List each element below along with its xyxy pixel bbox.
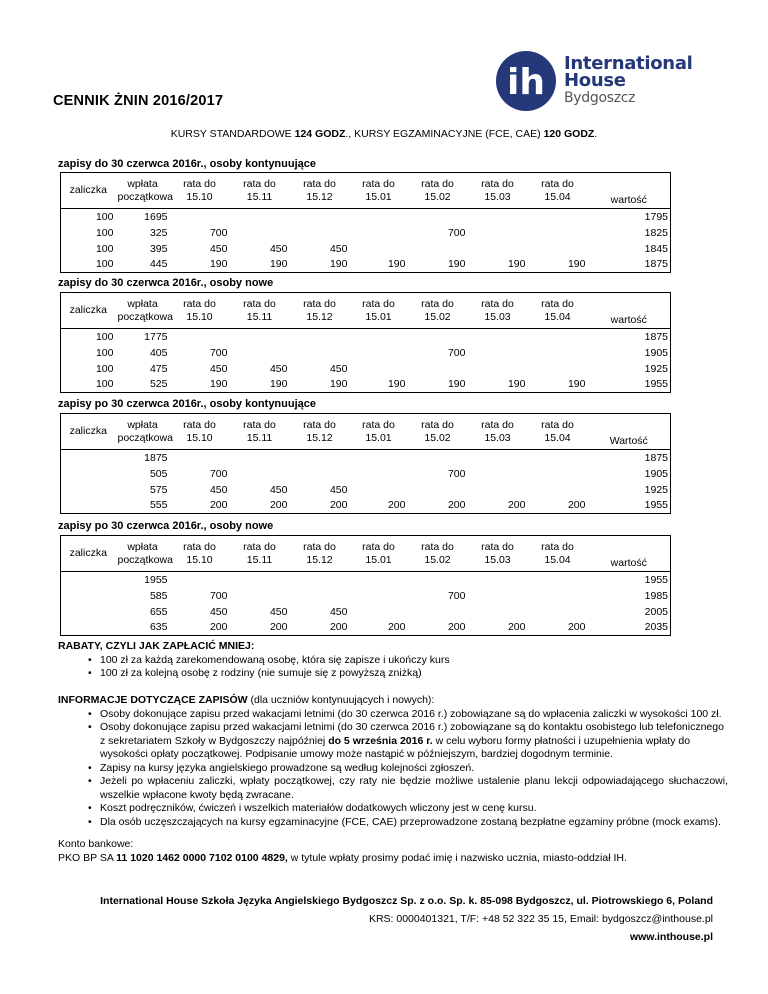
table-cell: [528, 450, 588, 466]
column-header: wpłata początkowa: [116, 293, 170, 329]
table-cell: [408, 361, 468, 377]
table-cell: 200: [447, 499, 466, 512]
column-header: rata do 15.12: [290, 173, 350, 209]
table-cell: [230, 225, 290, 241]
table-row: [61, 361, 671, 377]
table-cell: [350, 209, 408, 225]
column-header: rata do 15.02: [408, 173, 468, 209]
table-cell: 2005: [644, 605, 668, 618]
table-cell: 700: [209, 589, 228, 602]
table-cell: [61, 482, 116, 498]
table-cell: [350, 588, 408, 604]
table-cell: [350, 241, 408, 257]
table-cell: 200: [447, 621, 466, 634]
table-cell: [528, 345, 588, 361]
column-header: rata do 15.04: [528, 414, 588, 450]
table-cell: 1905: [644, 346, 668, 359]
table-cell: 190: [507, 258, 526, 271]
table-cell: 1955: [144, 573, 168, 586]
table-cell: 700: [447, 467, 466, 480]
column-header: wpłata początkowa: [116, 536, 170, 572]
table-cell: 1825: [644, 226, 668, 239]
column-header: rata do 15.03: [468, 173, 528, 209]
table-cell: 200: [507, 621, 526, 634]
table-cell: 450: [329, 362, 348, 375]
column-header: rata do 15.11: [230, 414, 290, 450]
table-cell: [61, 498, 116, 514]
table-row: [61, 241, 671, 257]
table-cell: [350, 482, 408, 498]
section-title: zapisy po 30 czerwca 2016r., osoby nowe: [58, 520, 274, 532]
table-row: [61, 377, 671, 393]
logo-mark: ih: [507, 62, 545, 103]
section-title: zapisy do 30 czerwca 2016r., osoby kontynuujące: [58, 158, 317, 170]
table-cell: [61, 466, 116, 482]
table-cell: 555: [149, 499, 168, 512]
table-cell: [230, 345, 290, 361]
table-cell: [468, 450, 528, 466]
column-header: wartość: [588, 536, 671, 572]
table-cell: [468, 329, 528, 345]
ih-logo-icon: [492, 50, 562, 112]
table-row: [61, 209, 671, 225]
column-header: rata do 15.01: [350, 173, 408, 209]
column-header: rata do 15.01: [350, 414, 408, 450]
table-header-row: [61, 173, 671, 209]
table-cell: 200: [507, 499, 526, 512]
table-cell: 505: [149, 467, 168, 480]
table-cell: 655: [149, 605, 168, 618]
table-cell: 100: [95, 258, 114, 271]
table-cell: 100: [95, 242, 114, 255]
column-header: rata do 15.03: [468, 536, 528, 572]
table-cell: 405: [149, 346, 168, 359]
table-cell: 1875: [644, 330, 668, 343]
info-item: • Zapisy na kursy języka angielskiego prowadzone są według kolejności zgłoszeń.: [88, 762, 728, 776]
logo-line1: International: [564, 53, 693, 74]
table-cell: [528, 209, 588, 225]
table-cell: [408, 329, 468, 345]
table-cell: 2035: [644, 621, 668, 634]
table-cell: 1795: [644, 210, 668, 223]
table-cell: [528, 329, 588, 345]
table-cell: [230, 466, 290, 482]
column-header: rata do 15.11: [230, 173, 290, 209]
table-row: [61, 257, 671, 273]
table-row: [61, 620, 671, 636]
table-cell: 1985: [644, 589, 668, 602]
table-cell: 190: [447, 378, 466, 391]
table-cell: [170, 329, 230, 345]
table-cell: [468, 361, 528, 377]
column-header: wartość: [588, 173, 671, 209]
table-cell: 585: [149, 589, 168, 602]
column-header: rata do 15.10: [170, 414, 230, 450]
table-cell: 1955: [644, 378, 668, 391]
table-cell: 700: [447, 589, 466, 602]
table-cell: [468, 482, 528, 498]
price-table: [60, 292, 671, 393]
table-cell: [170, 450, 230, 466]
section-title: zapisy po 30 czerwca 2016r., osoby kontynuujące: [58, 398, 317, 410]
table-cell: [468, 572, 528, 588]
table-cell: [468, 588, 528, 604]
table-cell: [528, 588, 588, 604]
table-cell: 190: [387, 258, 406, 271]
column-header: rata do 15.02: [408, 414, 468, 450]
table-cell: [230, 572, 290, 588]
table-cell: 190: [567, 378, 586, 391]
table-cell: 325: [149, 226, 168, 239]
table-cell: 450: [269, 483, 288, 496]
table-cell: 200: [209, 621, 228, 634]
table-cell: [230, 329, 290, 345]
table-cell: [408, 482, 468, 498]
table-cell: 200: [329, 499, 348, 512]
table-cell: 450: [209, 362, 228, 375]
table-cell: [468, 466, 528, 482]
table-cell: [290, 329, 350, 345]
table-cell: [408, 450, 468, 466]
discounts-title: RABATY, CZYLI JAK ZAPŁACIĆ MNIEJ:: [58, 640, 255, 652]
table-cell: [350, 361, 408, 377]
table-cell: [290, 345, 350, 361]
table-cell: 575: [149, 483, 168, 496]
price-table: [60, 413, 671, 514]
table-cell: [468, 345, 528, 361]
table-cell: 200: [329, 621, 348, 634]
column-header: Wartość: [588, 414, 671, 450]
table-cell: [290, 466, 350, 482]
column-header: zaliczka: [61, 414, 116, 450]
table-cell: [468, 604, 528, 620]
table-cell: 635: [149, 621, 168, 634]
table-row: [61, 450, 671, 466]
table-cell: 200: [387, 621, 406, 634]
table-cell: 1875: [644, 258, 668, 271]
table-cell: [170, 572, 230, 588]
info-item: • Jeżeli po wpłaceniu zaliczki, wpłaty początkowej, czy raty nie będzie możliwe ustalenie planu lekcji odpowiadającego słuchaczowi, wszelkie wpłacone kwoty będą zwracane.: [88, 775, 728, 802]
discount-item: • 100 zł za kolejną osobę z rodziny (nie sumuje się z powyższą zniżką): [88, 667, 718, 681]
table-cell: [350, 345, 408, 361]
logo-text: [564, 53, 693, 106]
table-cell: [408, 209, 468, 225]
table-cell: [350, 604, 408, 620]
table-cell: 200: [567, 621, 586, 634]
column-header: rata do 15.11: [230, 293, 290, 329]
column-header: rata do 15.01: [350, 293, 408, 329]
table-cell: 450: [269, 242, 288, 255]
table-cell: 190: [209, 378, 228, 391]
column-header: rata do 15.02: [408, 536, 468, 572]
table-cell: [290, 225, 350, 241]
logo: [492, 50, 692, 112]
price-table: [60, 172, 671, 273]
table-cell: 1905: [644, 467, 668, 480]
table-cell: 1925: [644, 362, 668, 375]
table-cell: 700: [209, 467, 228, 480]
table-cell: 190: [447, 258, 466, 271]
table-cell: 700: [447, 346, 466, 359]
table-cell: 700: [447, 226, 466, 239]
table-cell: [408, 241, 468, 257]
table-cell: 100: [95, 330, 114, 343]
table-cell: [61, 450, 116, 466]
table-cell: [290, 572, 350, 588]
table-cell: 1955: [644, 573, 668, 586]
column-header: rata do 15.03: [468, 414, 528, 450]
table-cell: [170, 209, 230, 225]
info-item: • Osoby dokonujące zapisu przed wakacjami letnimi (do 30 czerwca 2016 r.) zobowiązane są do kontaktu osobistego lub telefonicznego z sekretariatem Szkoły w Bydgoszczy najpóźniej do 5 września 2016 r. w celu wyboru formy płatności i uzupełnienia wpłaty do wysokości opłaty początkowej. Podpisanie umowy może nastąpić w późniejszym, bardziej dogodnym terminie.: [88, 721, 728, 762]
table-header-row: [61, 293, 671, 329]
info-item: • Osoby dokonujące zapisu przed wakacjami letnimi (do 30 czerwca 2016 r.) zobowiązane są do wpłacenia zaliczki w wysokości 100 zł.: [88, 708, 728, 722]
table-cell: 395: [149, 242, 168, 255]
column-header: rata do 15.04: [528, 293, 588, 329]
table-cell: [350, 225, 408, 241]
table-cell: 450: [209, 483, 228, 496]
table-cell: 450: [209, 605, 228, 618]
table-cell: [468, 241, 528, 257]
bank-account-line: PKO BP SA 11 1020 1462 0000 7102 0100 4829, w tytule wpłaty prosimy podać imię i nazwisko ucznia, miasto-oddział IH.: [58, 851, 627, 864]
table-cell: [350, 466, 408, 482]
table-cell: [290, 450, 350, 466]
footer-company: International House Szkoła Języka Angielskiego Bydgoszcz Sp. z o.o. Sp. k. 85-098 Bydgoszcz, ul. Piotrowskiego 6, Poland: [100, 895, 713, 907]
table-cell: [528, 225, 588, 241]
table-cell: [61, 604, 116, 620]
table-cell: 190: [507, 378, 526, 391]
column-header: zaliczka: [61, 536, 116, 572]
table-cell: 450: [329, 605, 348, 618]
table-cell: 700: [209, 346, 228, 359]
table-row: [61, 466, 671, 482]
column-header: rata do 15.10: [170, 293, 230, 329]
table-cell: 1875: [144, 451, 168, 464]
document-title: CENNIK ŻNIN 2016/2017: [53, 93, 224, 109]
table-cell: 450: [329, 242, 348, 255]
table-row: [61, 225, 671, 241]
table-cell: 445: [149, 258, 168, 271]
column-header: rata do 15.10: [170, 173, 230, 209]
table-cell: 100: [95, 226, 114, 239]
table-cell: 100: [95, 378, 114, 391]
footer-contact: KRS: 0000401321, T/F: +48 52 322 35 15, Email: bydgoszcz@inthouse.pl: [368, 913, 713, 925]
table-cell: [230, 588, 290, 604]
column-header: rata do 15.10: [170, 536, 230, 572]
table-row: [61, 345, 671, 361]
table-cell: [230, 209, 290, 225]
table-cell: [528, 466, 588, 482]
table-cell: 700: [209, 226, 228, 239]
table-cell: [528, 241, 588, 257]
logo-line2: House: [564, 70, 626, 91]
column-header: rata do 15.01: [350, 536, 408, 572]
column-header: rata do 15.12: [290, 536, 350, 572]
table-cell: 200: [209, 499, 228, 512]
table-cell: [528, 572, 588, 588]
bank-account-section: [58, 838, 718, 865]
table-row: [61, 588, 671, 604]
column-header: rata do 15.12: [290, 414, 350, 450]
logo-line3: Bydgoszcz: [564, 90, 636, 106]
table-row: [61, 482, 671, 498]
column-header: rata do 15.12: [290, 293, 350, 329]
discount-item: • 100 zł za każdą zarekomendowaną osobę, która się zapisze i ukończy kurs: [88, 654, 718, 668]
column-header: rata do 15.04: [528, 173, 588, 209]
table-cell: [230, 450, 290, 466]
table-cell: [61, 572, 116, 588]
table-cell: [408, 604, 468, 620]
table-cell: 100: [95, 362, 114, 375]
table-cell: 1925: [644, 483, 668, 496]
table-cell: 1875: [644, 451, 668, 464]
table-cell: 190: [329, 258, 348, 271]
table-cell: [528, 361, 588, 377]
table-cell: 525: [149, 378, 168, 391]
table-header-row: [61, 536, 671, 572]
column-header: rata do 15.02: [408, 293, 468, 329]
table-cell: 1775: [144, 330, 168, 343]
table-row: [61, 498, 671, 514]
table-cell: 450: [209, 242, 228, 255]
table-cell: [408, 572, 468, 588]
table-cell: 190: [387, 378, 406, 391]
course-hours-note: KURSY STANDARDOWE 124 GODZ., KURSY EGZAMINACYJNE (FCE, CAE) 120 GODZ.: [170, 128, 598, 140]
bank-label: Konto bankowe:: [58, 838, 134, 850]
table-cell: 190: [269, 378, 288, 391]
table-cell: 1845: [644, 242, 668, 255]
table-cell: 200: [269, 621, 288, 634]
table-cell: 475: [149, 362, 168, 375]
table-cell: 200: [269, 499, 288, 512]
table-cell: 100: [95, 346, 114, 359]
table-cell: 100: [95, 210, 114, 223]
table-cell: [468, 225, 528, 241]
table-cell: 190: [567, 258, 586, 271]
table-cell: 1695: [144, 210, 168, 223]
table-cell: [290, 588, 350, 604]
enrollment-info-section: [58, 694, 728, 829]
section-title: zapisy do 30 czerwca 2016r., osoby nowe: [58, 277, 274, 289]
table-cell: [350, 572, 408, 588]
column-header: rata do 15.04: [528, 536, 588, 572]
table-cell: [350, 450, 408, 466]
table-cell: [290, 209, 350, 225]
footer-website-link[interactable]: www.inthouse.pl: [629, 931, 713, 943]
table-cell: 1955: [644, 499, 668, 512]
table-cell: 190: [329, 378, 348, 391]
table-cell: [468, 209, 528, 225]
info-item: • Koszt podręczników, ćwiczeń i wszelkich materiałów dodatkowych wliczony jest w cenę kursu.: [88, 802, 728, 816]
table-row: [61, 329, 671, 345]
table-cell: 450: [329, 483, 348, 496]
table-header-row: [61, 414, 671, 450]
table-row: [61, 604, 671, 620]
discounts-section: [58, 640, 718, 681]
table-cell: [61, 620, 116, 636]
column-header: zaliczka: [61, 173, 116, 209]
table-cell: [350, 329, 408, 345]
table-cell: 190: [269, 258, 288, 271]
table-cell: 450: [269, 362, 288, 375]
table-row: [61, 572, 671, 588]
column-header: wpłata początkowa: [116, 414, 170, 450]
column-header: rata do 15.03: [468, 293, 528, 329]
price-table: [60, 535, 671, 636]
column-header: zaliczka: [61, 293, 116, 329]
column-header: wpłata początkowa: [116, 173, 170, 209]
column-header: wartość: [588, 293, 671, 329]
table-cell: [528, 482, 588, 498]
table-cell: [61, 588, 116, 604]
table-cell: [528, 604, 588, 620]
table-cell: 190: [209, 258, 228, 271]
info-item: • Dla osób uczęszczających na kursy egzaminacyjne (FCE, CAE) przeprowadzone zostaną bezpłatne egzaminy próbne (mock exams).: [88, 816, 728, 830]
table-cell: 450: [269, 605, 288, 618]
enrollment-info-heading: INFORMACJE DOTYCZĄCE ZAPISÓW (dla uczniów kontynuujących i nowych):: [58, 694, 435, 706]
table-cell: 200: [567, 499, 586, 512]
table-cell: 200: [387, 499, 406, 512]
column-header: rata do 15.11: [230, 536, 290, 572]
